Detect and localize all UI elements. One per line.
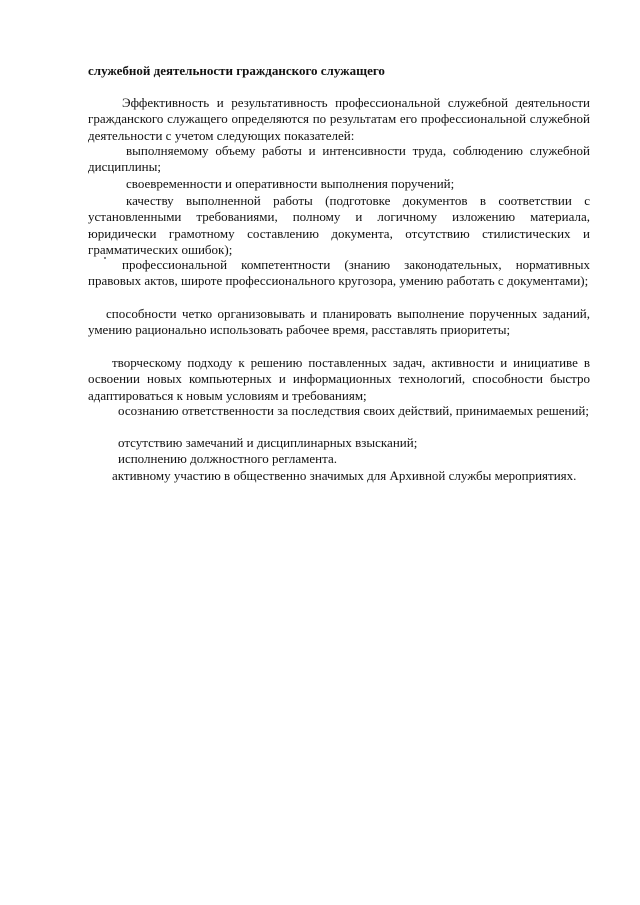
criterion-timeliness: своевременности и оперативности выполнения поручений; bbox=[126, 176, 455, 191]
criterion-competence: профессиональной компетентности (знанию законодательных, нормативных правовых актов, широте профессионального кругозора, умению работать с документами); bbox=[88, 257, 590, 289]
criterion-responsibility: осознанию ответственности за последствия своих действий, принимаемых решений; bbox=[118, 403, 589, 418]
criterion-workload: выполняемому объему работы и интенсивности труда, соблюдению служебной дисциплины; bbox=[88, 143, 590, 175]
section-heading: служебной деятельности гражданского служащего bbox=[88, 63, 385, 78]
criterion-regulations: исполнению должностного регламента. bbox=[118, 451, 337, 466]
intro-paragraph: Эффективность и результативность профессиональной служебной деятельности гражданского служащего определяются по результатам его профессиональной служебной деятельности с учетом следующих показателей: bbox=[88, 95, 590, 143]
criterion-public-activity: активному участию в общественно значимых для Архивной службы мероприятиях. bbox=[112, 468, 577, 483]
criterion-creativity: творческому подходу к решению поставленных задач, активности и инициативе в освоении новых компьютерных и информационных технологий, способности быстро адаптироваться к новым условиям и требованиям; bbox=[88, 355, 590, 403]
criterion-organization: способности четко организовывать и планировать выполнение порученных заданий, умению рационально использовать рабочее время, расставлять приоритеты; bbox=[88, 306, 590, 338]
criterion-no-penalties: отсутствию замечаний и дисциплинарных взысканий; bbox=[118, 435, 418, 450]
criterion-quality: качеству выполненной работы (подготовке документов в соответствии с установленными требованиями, полному и логичному изложению материала, юридически грамотному составлению документа, отсутствию стилистических и грамматических ошибок); bbox=[88, 193, 590, 257]
